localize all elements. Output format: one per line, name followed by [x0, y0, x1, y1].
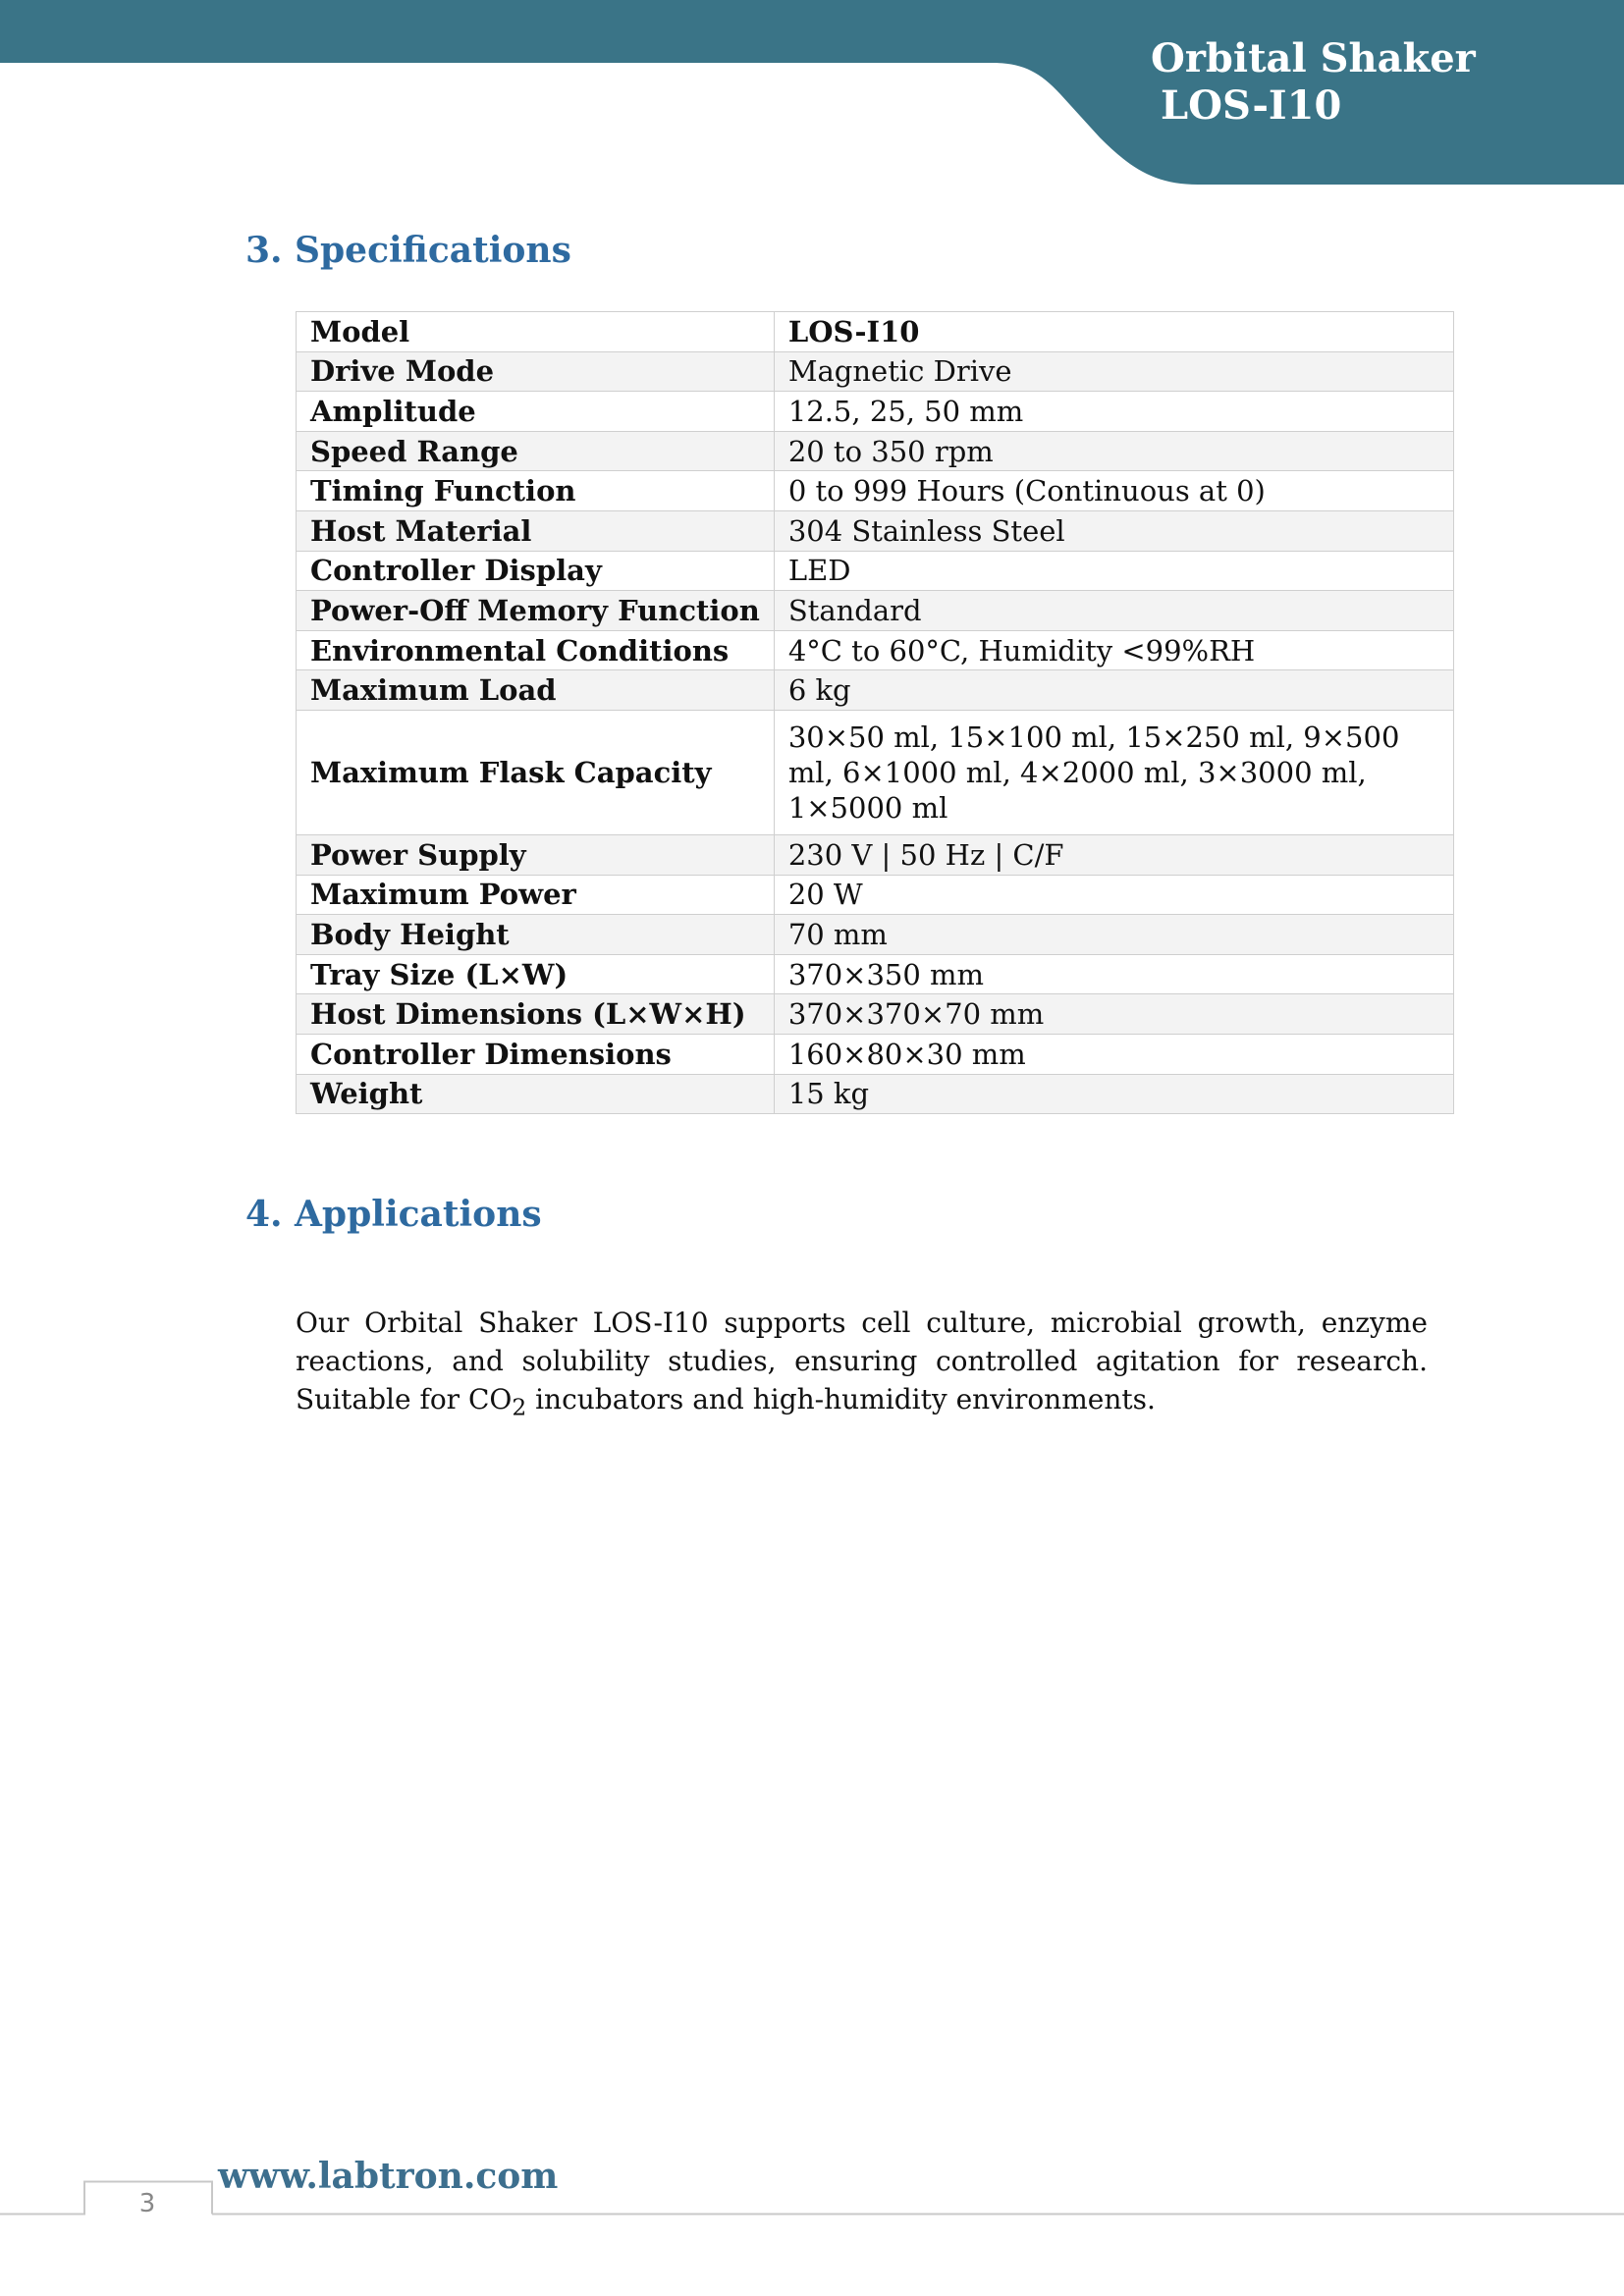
- table-row: [297, 312, 1454, 352]
- spec-label: Controller Display: [297, 551, 775, 591]
- section-number: 3.: [245, 230, 283, 271]
- page-number: 3: [138, 2189, 156, 2218]
- spec-value: 6 kg: [774, 670, 1453, 711]
- table-row: [297, 630, 1454, 670]
- spec-label: Model: [297, 312, 775, 352]
- subscript-text: 2: [512, 1393, 527, 1421]
- spec-label: Tray Size (L×W): [297, 954, 775, 994]
- spec-label: Amplitude: [297, 392, 775, 432]
- table-row: [297, 915, 1454, 955]
- specifications-heading: [245, 229, 571, 272]
- spec-label: Environmental Conditions: [297, 630, 775, 670]
- table-row: [297, 994, 1454, 1035]
- spec-value: 304 Stainless Steel: [774, 510, 1453, 551]
- spec-value: 370×370×70 mm: [774, 994, 1453, 1035]
- spec-value: 4°C to 60°C, Humidity <99%RH: [774, 630, 1453, 670]
- table-row: [297, 834, 1454, 875]
- table-row: [297, 471, 1454, 511]
- footer-website-link[interactable]: www.labtron.com: [218, 2156, 559, 2197]
- table-row: [297, 351, 1454, 392]
- applications-paragraph: [296, 1304, 1428, 1427]
- section-title: Specifications: [295, 230, 571, 271]
- spec-value: 160×80×30 mm: [774, 1034, 1453, 1074]
- applications-heading: [245, 1193, 542, 1236]
- spec-label: Maximum Load: [297, 670, 775, 711]
- spec-label: Speed Range: [297, 431, 775, 471]
- spec-value: 30×50 ml, 15×100 ml, 15×250 ml, 9×500 ml, 6×1000 ml, 4×2000 ml, 3×3000 ml, 1×5000 ml: [774, 710, 1453, 834]
- spec-value: Standard: [774, 591, 1453, 631]
- table-row: [297, 591, 1454, 631]
- spec-label: Controller Dimensions: [297, 1034, 775, 1074]
- spec-value: 230 V | 50 Hz | C/F: [774, 834, 1453, 875]
- table-row: [297, 551, 1454, 591]
- spec-label: Body Height: [297, 915, 775, 955]
- spec-label: Weight: [297, 1074, 775, 1114]
- spec-label: Maximum Flask Capacity: [297, 710, 775, 834]
- table-row: [297, 431, 1454, 471]
- table-row: [297, 392, 1454, 432]
- spec-value: 12.5, 25, 50 mm: [774, 392, 1453, 432]
- section-title: Applications: [295, 1194, 542, 1235]
- table-row: [297, 510, 1454, 551]
- spec-value: LED: [774, 551, 1453, 591]
- spec-value: 20 to 350 rpm: [774, 431, 1453, 471]
- spec-label: Drive Mode: [297, 351, 775, 392]
- header-model-code: LOS-I10: [1161, 82, 1342, 129]
- section-number: 4.: [245, 1194, 283, 1235]
- footer-rule: [0, 2164, 1624, 2223]
- spec-value: 20 W: [774, 875, 1453, 915]
- spec-label: Power Supply: [297, 834, 775, 875]
- paragraph-text: Our Orbital Shaker LOS-I10 supports cell culture, microbial growth, enzyme reactions, and solubility studies, ensuring controlled agitation for research. Suitable for CO: [296, 1307, 1428, 1415]
- table-row: [297, 1034, 1454, 1074]
- table-row: [297, 875, 1454, 915]
- table-row: [297, 670, 1454, 711]
- spec-label: Maximum Power: [297, 875, 775, 915]
- header-product-name: Orbital Shaker: [1151, 35, 1476, 81]
- spec-value: 70 mm: [774, 915, 1453, 955]
- table-row: [297, 1074, 1454, 1114]
- specifications-table: [296, 311, 1454, 1114]
- spec-value: LOS-I10: [774, 312, 1453, 352]
- spec-value: 370×350 mm: [774, 954, 1453, 994]
- spec-value: 15 kg: [774, 1074, 1453, 1114]
- spec-label: Timing Function: [297, 471, 775, 511]
- spec-label: Host Material: [297, 510, 775, 551]
- table-row: [297, 710, 1454, 834]
- spec-label: Power-Off Memory Function: [297, 591, 775, 631]
- header-title: [1151, 35, 1476, 130]
- table-row: [297, 954, 1454, 994]
- spec-label: Host Dimensions (L×W×H): [297, 994, 775, 1035]
- spec-value: Magnetic Drive: [774, 351, 1453, 392]
- spec-value: 0 to 999 Hours (Continuous at 0): [774, 471, 1453, 511]
- paragraph-text-end: incubators and high-humidity environments.: [526, 1383, 1156, 1415]
